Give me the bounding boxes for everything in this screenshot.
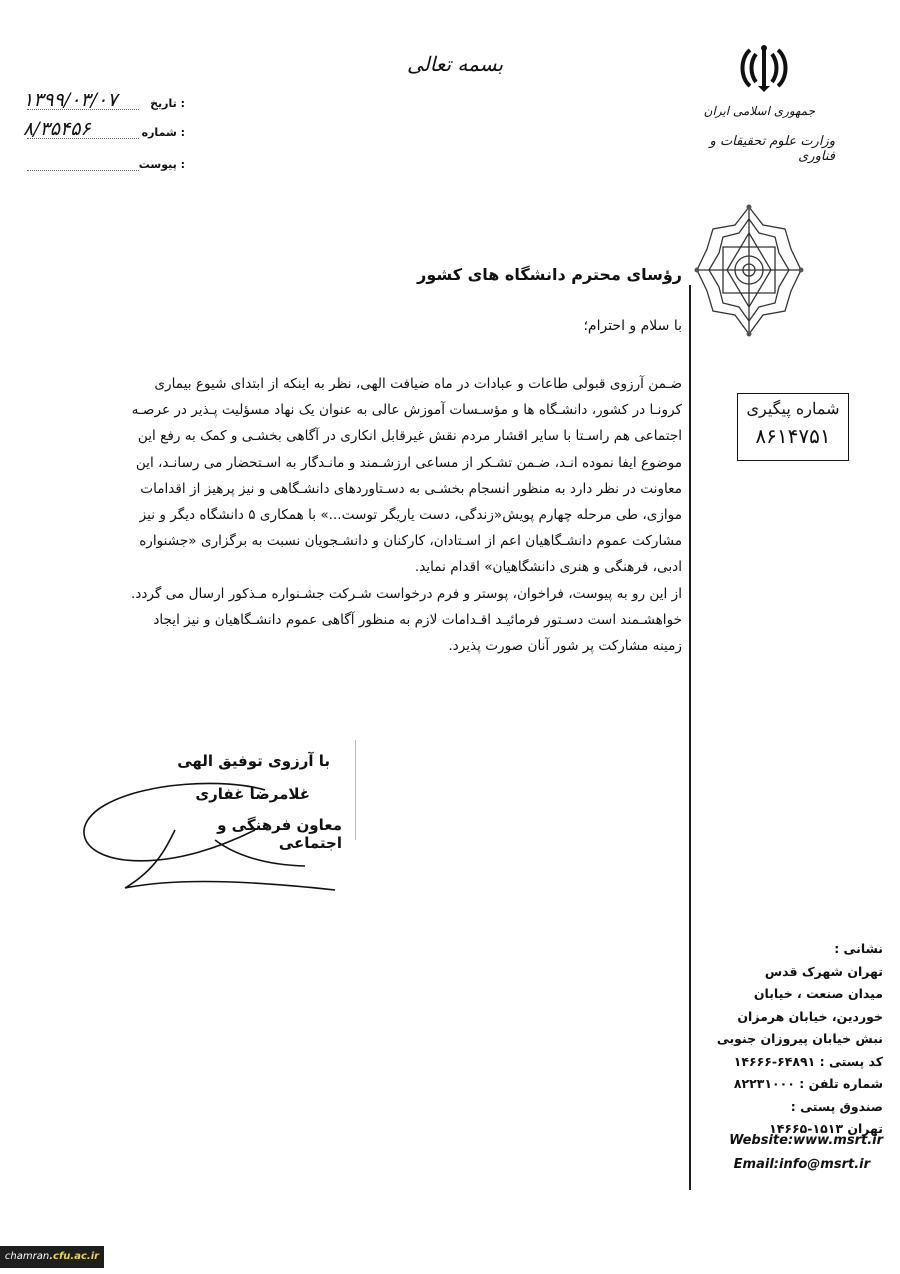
ornament-icon: [693, 203, 805, 338]
attachment-label: پیوست :: [138, 158, 185, 171]
address-line: شماره تلفن : ۸۲۲۳۱۰۰۰: [733, 1076, 883, 1091]
address-line: نبش خیابان پیروزان جنوبی: [716, 1031, 883, 1046]
address-line: نشانی :: [834, 941, 883, 956]
address-line: خوردین، خیابان هرمزان: [737, 1008, 883, 1024]
attachment-dots: [27, 170, 139, 171]
tracking-number-box: [737, 393, 849, 461]
signer-name: غلامرضا غفاری: [195, 785, 310, 803]
email-link[interactable]: Email:info@msrt.ir: [733, 1157, 870, 1172]
body-line: از این رو به پیوست، فراخوان، پوستر و فرم درخواست شـرکت جشـنواره مـذکور ارسال می گردد.: [131, 585, 682, 602]
body-line: زمینه مشارکت پر شور آنان صورت پذیرد.: [448, 638, 682, 655]
date-value: ۱۳۹۹/۰۳/۰۷: [23, 89, 118, 111]
date-label: تاریخ :: [150, 97, 185, 110]
body-line: کرونـا در کشور، دانشـگاه ها و مؤسـسات آموزش عالی به عنوان یک نهاد مسؤلیت پـذیر در عرصـه: [131, 402, 682, 419]
address-block: [705, 938, 883, 1141]
greeting-line: با سلام و احترام؛: [583, 318, 682, 334]
ministry-name: وزارت علوم تحقیقات و فناوری: [709, 134, 835, 164]
body-line: معاونت در نظر دارد به منظور انسجام بخشـی به دسـتاوردهای دانشـگاهی و نیز پرهیز از اقدامات: [140, 480, 682, 497]
letter-body: [65, 371, 682, 659]
attachment-row: [15, 154, 185, 176]
watermark-prefix: chamran: [4, 1251, 50, 1262]
basmala-heading: بسمه تعالی: [406, 52, 504, 76]
recipient-heading: رؤسای محترم دانشگاه های کشور: [417, 265, 682, 284]
address-line: صندوق پستی :: [790, 1098, 883, 1114]
watermark-suffix: .cfu.ac.ir: [49, 1251, 100, 1262]
government-name: جمهوری اسلامی ایران: [703, 104, 815, 118]
signer-title: معاون فرهنگی و اجتماعی: [217, 816, 342, 852]
number-value: ۸/۳۵۴۵۶: [23, 118, 91, 140]
body-line: خواهشـمند است دسـتور فرمائیـد اقـدامات لازم به منظور آگاهی عموم دانشـگاهیان و نیز ایجاد: [153, 611, 682, 628]
body-line: اجتماعی هم راسـتا با سایر اقشار مردم نقش غیرقابل انکاری در آگاهی بخشـی و کمک به رفع این: [137, 428, 682, 445]
body-line: موضوع ایفا نموده انـد، ضـمن تشـکر از مساعی ارزشـمند و مانـدگار به اسـتحضار می رسانـد، این: [135, 454, 682, 471]
number-row: [15, 118, 185, 144]
signature-margin-line: [355, 740, 356, 840]
body-line: مشارکت عموم دانشـگاهیان اعم از اسـتادان، کارکنان و دانشـجویان نسبت به برگزاری «جشنواره: [139, 533, 682, 550]
signature-wish: با آرزوی توفیق الهی: [177, 752, 330, 770]
iran-emblem-icon: [736, 42, 792, 94]
body-line: ضـمن آرزوی قبولی طاعات و عبادات در ماه ضیافت الهی، نظر به اینکه از ابتدای شیوع بیماری: [154, 376, 682, 392]
site-watermark: [0, 1246, 104, 1268]
vertical-divider: [689, 285, 691, 1190]
address-line: میدان صنعت ، خیابان: [753, 986, 883, 1001]
address-line: تهران شهرک قدس: [764, 963, 883, 979]
website-link[interactable]: Website:www.msrt.ir: [729, 1133, 883, 1148]
body-line: ادبی، فرهنگی و هنری دانشگاهیان» اقدام نماید.: [414, 559, 682, 576]
tracking-label: شماره پیگیری: [746, 399, 840, 418]
body-line: موازی، طی مرحله چهارم پویش«زندگی، دست یاریگر توست...» با همکاری ۵ دانشگاه دیگر و نیز: [139, 507, 682, 524]
address-line: تهران ۱۵۱۳-۱۴۶۶۵: [769, 1121, 883, 1136]
date-row: [15, 89, 185, 115]
tracking-value: ۸۶۱۴۷۵۱: [755, 424, 831, 448]
address-line: کد پستی : ۶۴۸۹۱-۱۴۶۶۶: [733, 1053, 883, 1069]
number-label: شماره :: [141, 126, 185, 139]
